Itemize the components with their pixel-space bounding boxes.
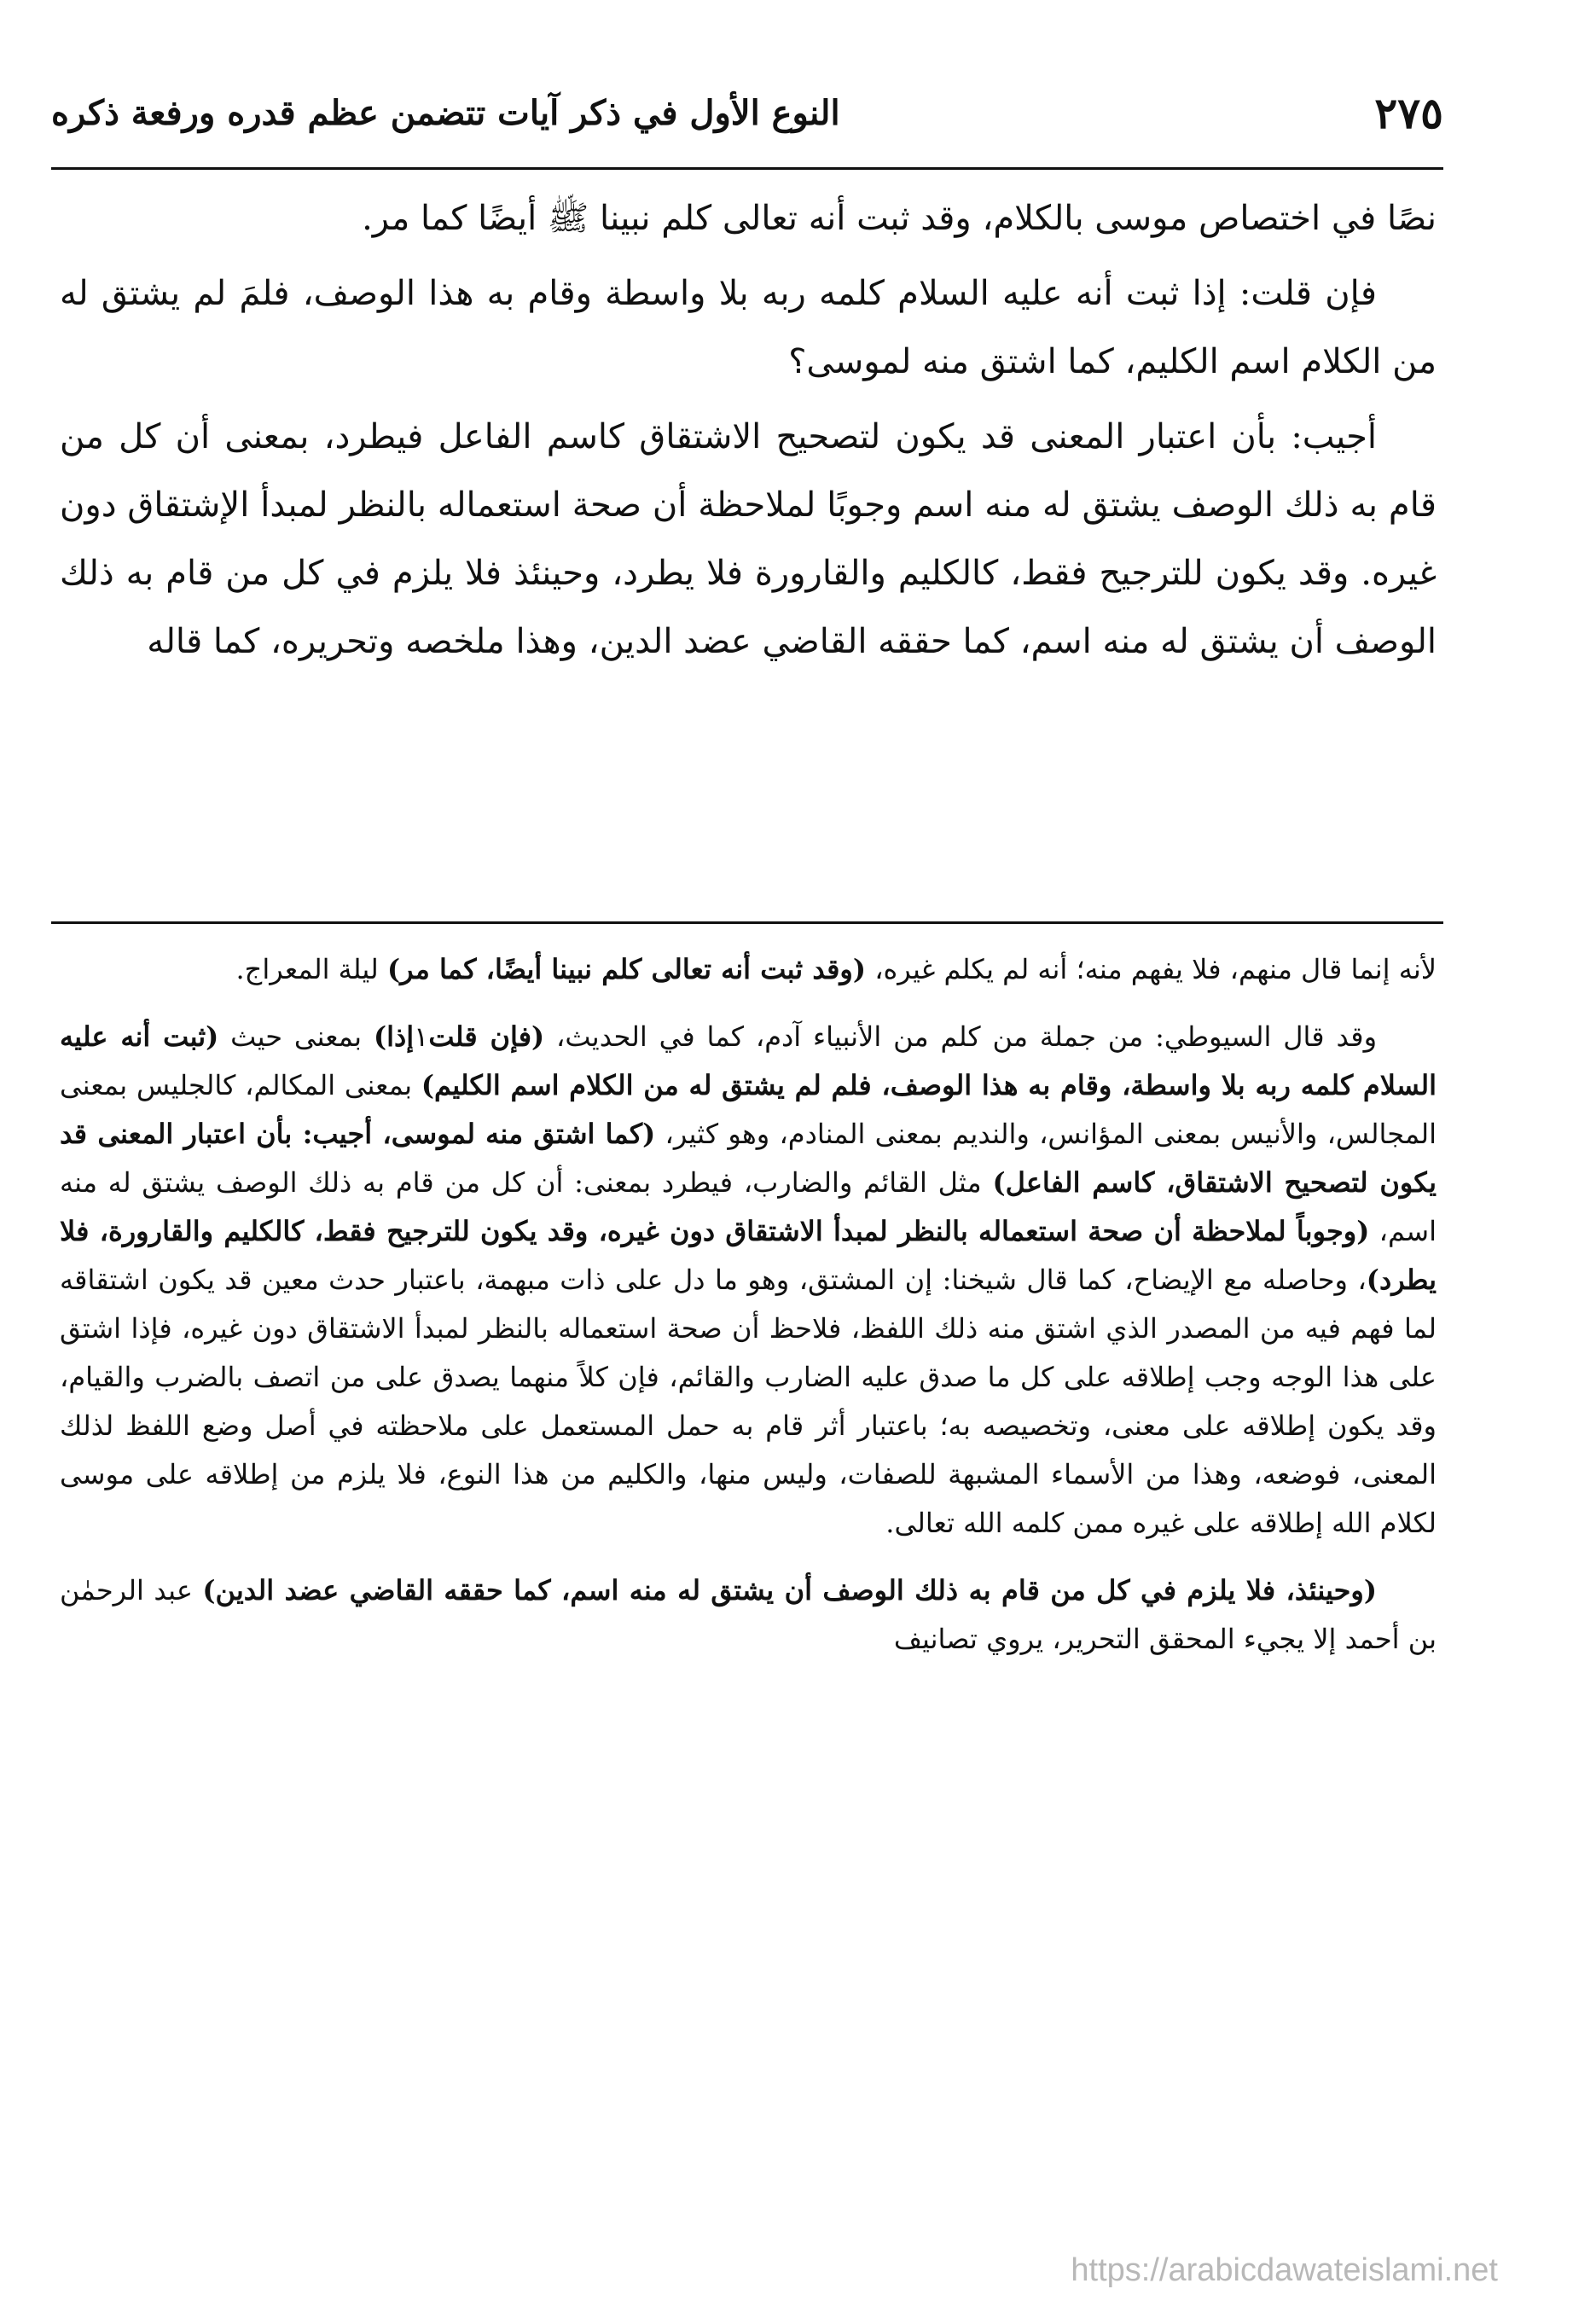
- bold-text-segment: (فإن قلت: [428, 1020, 545, 1053]
- footnotes: [60, 945, 1437, 1664]
- text-segment: ، وحاصله مع الإيضاح، كما قال شيخنا: إن المشتق، وهو ما دل على ذات مبهمة، باعتبار حدث معين قد يكون اشتقاقه لما فهم فيه من المصدر الذي اشتق منه ذلك اللفظ، فلاحظ أن صحة استعماله بالنظر لمبدأ الاشتقاق دون غيره، فإذا اشتق على هذا الوجه وجب إطلاقه على كل ما صدق عليه الضارب والقائم، فإن كلاً منهما يصدق على من اتصف بالضرب والقيام، وقد يكون إطلاقه على معنى، وتخصيصه به؛ باعتبار أثر قام به حمل المستعمل على ملاحظته في أصل وضع اللفظ لذلك المعنى، فوضعه، وهذا من الأسماء المشبهة للصفات، وليس منها، والكليم من هذا النوع، فلا يلزم من إطلاقه على موسى لكلام الله إطلاقه على غيره ممن كلمه الله تعالى.: [60, 1264, 1437, 1539]
- bold-text-segment: (ثبت أنه عليه السلام كلمه ربه بلا واسطة، وقام به هذا الوصف، فلم لم يشتق له من الكلام اسم الكليم): [60, 1020, 1437, 1101]
- bold-text-segment: (وقد ثبت أنه تعالى كلم نبينا أيضًا، كما مر): [386, 953, 867, 985]
- text-segment: ١: [414, 1020, 429, 1053]
- text-segment: عبد الرحمٰن بن أحمد إلا يجيء المحقق التحرير، يروي تصانيف: [60, 1574, 1437, 1655]
- page-number: ٢٧٥: [1374, 87, 1443, 138]
- footnote-paragraph: [60, 945, 1437, 994]
- header-rule: [51, 167, 1443, 170]
- main-paragraph: أجيب: بأن اعتبار المعنى قد يكون لتصحيح الاشتقاق كاسم الفاعل فيطرد، بمعنى أن كل من قام به ذلك الوصف يشتق له منه اسم وجوبًا لملاحظة أن صحة استعماله بالنظر لمبدأ الإشتقاق دون غيره. وقد يكون للترجيح فقط، كالكليم والقارورة فلا يطرد، وحينئذ فلا يلزم في كل من قام به ذلك الوصف أن يشتق له منه اسم، كما حققه القاضي عضد الدين، وهذا ملخصه وتحريره، كما قاله: [60, 417, 1437, 661]
- bold-text-segment: (وحينئذ، فلا يلزم في كل من قام به ذلك الوصف أن يشتق له منه اسم، كما حققه القاضي عضد الدين): [202, 1574, 1378, 1606]
- footnote-rule: [51, 921, 1443, 924]
- bold-text-segment: (وجوباً لملاحظة أن صحة استعماله بالنظر لمبدأ الاشتقاق دون غيره، وقد يكون للترجيح فقط، كالكليم والقارورة، فلا يطرد): [60, 1215, 1437, 1296]
- main-paragraph: نصًا في اختصاص موسى بالكلام، وقد ثبت أنه تعالى كلم نبينا ﷺ أيضًا كما مر.: [362, 199, 1437, 238]
- bold-text-segment: إذا): [373, 1020, 415, 1053]
- bold-text-segment: (كما اشتق منه لموسى، أجيب: بأن اعتبار المعنى قد يكون لتصحيح الاشتقاق، كاسم الفاعل): [60, 1118, 1437, 1199]
- text-segment: بمعنى حيث: [218, 1020, 374, 1053]
- watermark-url: https://arabicdawateislami.net: [1071, 2252, 1498, 2288]
- main-text: [60, 184, 1437, 676]
- page-header: [51, 70, 1443, 155]
- text-segment: لأنه إنما قال منهم، فلا يفهم منه؛ أنه لم يكلم غيره،: [866, 953, 1437, 985]
- footnote-paragraph: [60, 1566, 1437, 1664]
- text-segment: بمعنى المكالم، كالجليس بمعنى المجالس، والأنيس بمعنى المؤانس، والنديم بمعنى المنادم، وهو كثير،: [60, 1069, 1437, 1150]
- main-paragraph: فإن قلت: إذا ثبت أنه عليه السلام كلمه ربه بلا واسطة وقام به هذا الوصف، فلمَ لم يشتق له من الكلام اسم الكليم، كما اشتق منه لموسى؟: [60, 274, 1437, 381]
- footnote-paragraph: [60, 1013, 1437, 1548]
- text-segment: ليلة المعراج.: [235, 953, 387, 985]
- text-segment: وقد قال السيوطي: من جملة من كلم من الأنبياء آدم، كما في الحديث،: [544, 1020, 1378, 1053]
- running-title: النوع الأول في ذكر آيات تتضمن عظم قدره ورفعة ذكره: [51, 92, 840, 133]
- text-segment: مثل القائم والضارب، فيطرد بمعنى: أن كل من قام به ذلك الوصف يشتق له منه اسم،: [60, 1166, 1437, 1247]
